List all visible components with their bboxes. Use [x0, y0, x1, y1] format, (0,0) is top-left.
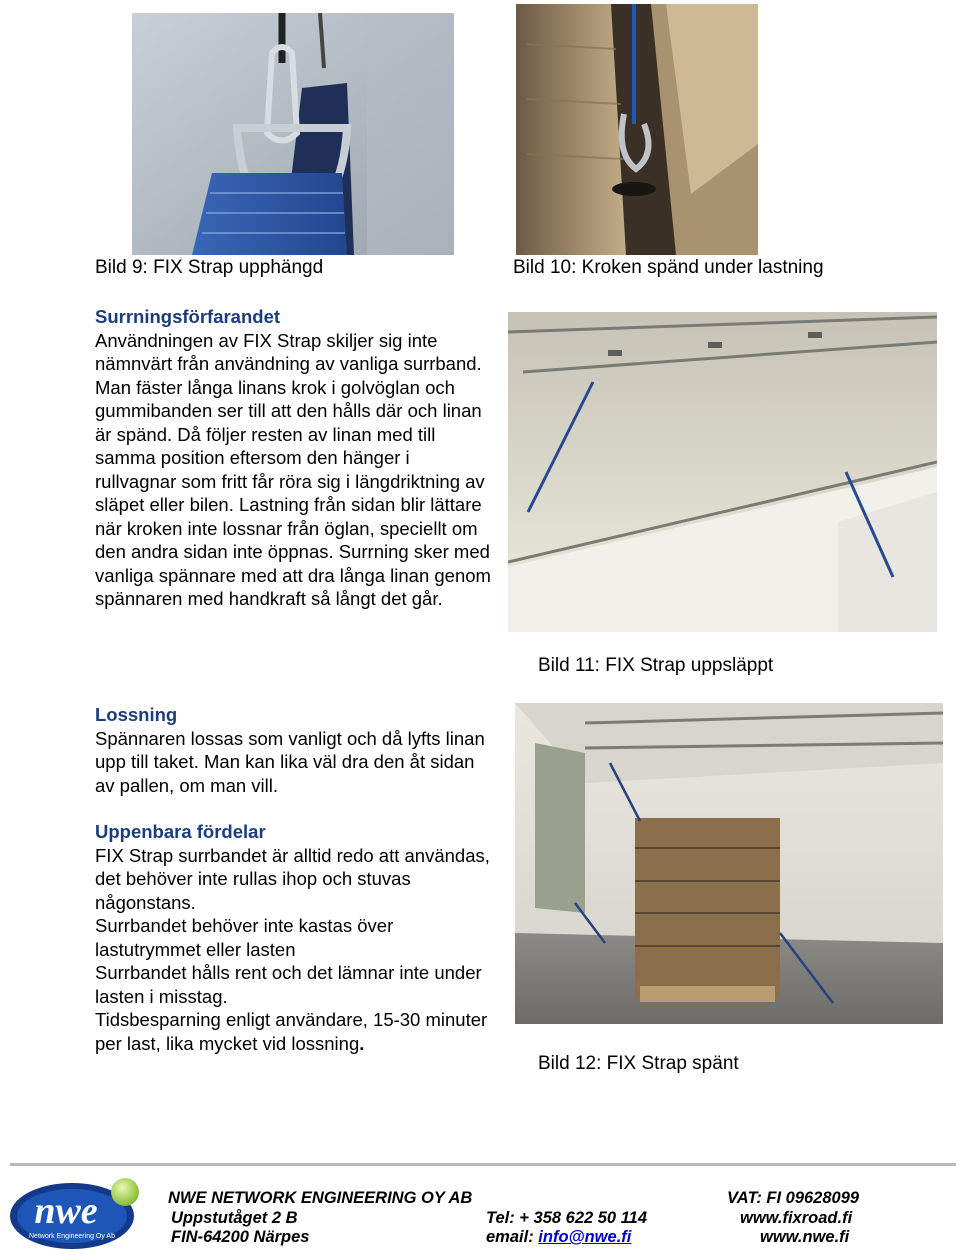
nwe-logo — [8, 1174, 143, 1252]
heading-surrningsforfarandet: Surrningsförfarandet — [95, 306, 281, 327]
footer-email-link[interactable]: info@nwe.fi — [538, 1228, 632, 1246]
footer-tel: Tel: + 358 622 50 114 — [486, 1209, 647, 1227]
caption-bild-9: Bild 9: FIX Strap upphängd — [95, 257, 324, 278]
section-surrningsforfarandet — [95, 305, 495, 611]
footer-email — [486, 1227, 631, 1247]
photo-bild-9 — [132, 13, 454, 255]
fordelar-item-last — [95, 1008, 495, 1055]
footer-web-nwe[interactable]: www.nwe.fi — [760, 1228, 850, 1246]
fordelar-item: Surrbandet hålls rent och det lämnar inte under lasten i misstag. — [95, 962, 482, 1007]
body-surrningsforfarandet: Användningen av FIX Strap skiljer sig inte nämnvärt från användning av vanliga surrband. Man fäster långa linans krok i golvöglan och gummibanden ser till att den hålls där och linan är spänd. Då följer resten av linan med till samma position eftersom den hänger i rullvagnar som fritt får röra sig i längdriktning av släpet eller bilen. Lastning från sidan blir lättare när kroken inte lossnar från öglan, speciellt om den andra sidan inte öppnas. Surrning sker med vanliga spännare med att dra långa linan genom spännaren med handkraft så långt det går. — [95, 329, 491, 609]
photo-bild-12 — [515, 703, 943, 1024]
footer-email-label: email: — [486, 1228, 539, 1246]
footer-company: NWE NETWORK ENGINEERING OY AB — [168, 1189, 473, 1207]
footer-city: FIN-64200 Närpes — [171, 1228, 310, 1246]
footer-vat: VAT: FI 09628099 — [727, 1189, 860, 1207]
logo-wordmark: nwe — [34, 1190, 98, 1232]
photo-bild-10 — [516, 4, 758, 255]
heading-fordelar: Uppenbara fördelar — [95, 821, 266, 842]
caption-bild-12: Bild 12: FIX Strap spänt — [538, 1053, 739, 1074]
caption-bild-10: Bild 10: Kroken spänd under lastning — [513, 257, 824, 278]
photo-bild-11 — [508, 312, 937, 632]
section-lossning — [95, 703, 495, 797]
logo-subtext: Network Engineering Oy Ab — [29, 1233, 115, 1240]
fordelar-item: Surrbandet behöver inte kastas över lastutrymmet eller lasten — [95, 915, 394, 960]
caption-bild-11: Bild 11: FIX Strap uppsläppt — [538, 655, 774, 676]
footer-divider — [10, 1163, 956, 1166]
heading-lossning: Lossning — [95, 704, 178, 725]
fordelar-item: FIX Strap surrbandet är alltid redo att användas, det behöver inte rullas ihop och stuvas någonstans. — [95, 844, 490, 913]
section-fordelar — [95, 820, 495, 1055]
fordelar-item-last-period: . — [359, 1032, 365, 1054]
body-lossning: Spännaren lossas som vanligt och då lyfts linan upp till taket. Man kan lika väl dra den åt sidan av pallen, om man vill. — [95, 727, 485, 796]
fordelar-item-last-text: Tidsbesparning enligt användare, 15-30 minuter per last, lika mycket vid lossning — [95, 1009, 488, 1054]
footer-web-fixroad[interactable]: www.fixroad.fi — [740, 1209, 853, 1227]
footer-street: Uppstutåget 2 B — [171, 1209, 298, 1227]
